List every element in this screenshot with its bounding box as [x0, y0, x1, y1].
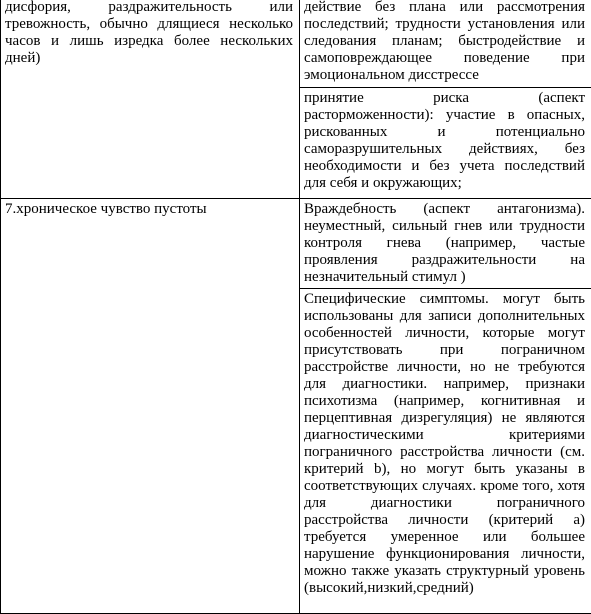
table-row — [1, 289, 591, 614]
table-cell-left: 7.хроническое чувство пустоты — [1, 199, 300, 289]
table-cell-right: Специфические симптомы. могут быть использованы для записи дополнительных особенностей личности, которые могут присутствовать при пограничном расстройстве личности, но не требуются для диагностики. например, признаки психотизма (например, когнитивная и перцептивная дизрегуляция) не являются диагностическими критериями пограничного расстройства личности (см. критерий b), но могут быть указаны в соответствующих случаях. кроме того, хотя для диагностики пограничного расстройства личности (критерий a) требуется умеренное или большее нарушение функционирования личности, можно также указать структурный уровень (высокий,низкий,средний) — [300, 289, 591, 614]
table-row — [1, 88, 591, 199]
table-cell-right: действие без плана или рассмотрения последствий; трудности установления или следования планам; быстродействие и самоповреждающее поведение при эмоциональном дисстрессе — [300, 0, 591, 88]
table-cell-right: Враждебность (аспект антагонизма). неуместный, сильный гнев или трудности контроля гнева (например, частые проявления раздражительности на незначительный стимул ) — [300, 199, 591, 289]
table-cell-left: дисфория, раздражительность или тревожность, обычно длящиеся несколько часов и лишь изредка более нескольких дней) — [1, 0, 300, 88]
table-row — [1, 199, 591, 289]
table-cell-left — [1, 289, 300, 614]
table-cell-left — [1, 88, 300, 199]
table-cell-right: принятие риска (аспект расторможенности): участие в опасных, рискованных и потенциально саморазрушительных действиях, без необходимости и без учета последствий для себя и окружающих; — [300, 88, 591, 199]
table-row — [1, 0, 591, 88]
